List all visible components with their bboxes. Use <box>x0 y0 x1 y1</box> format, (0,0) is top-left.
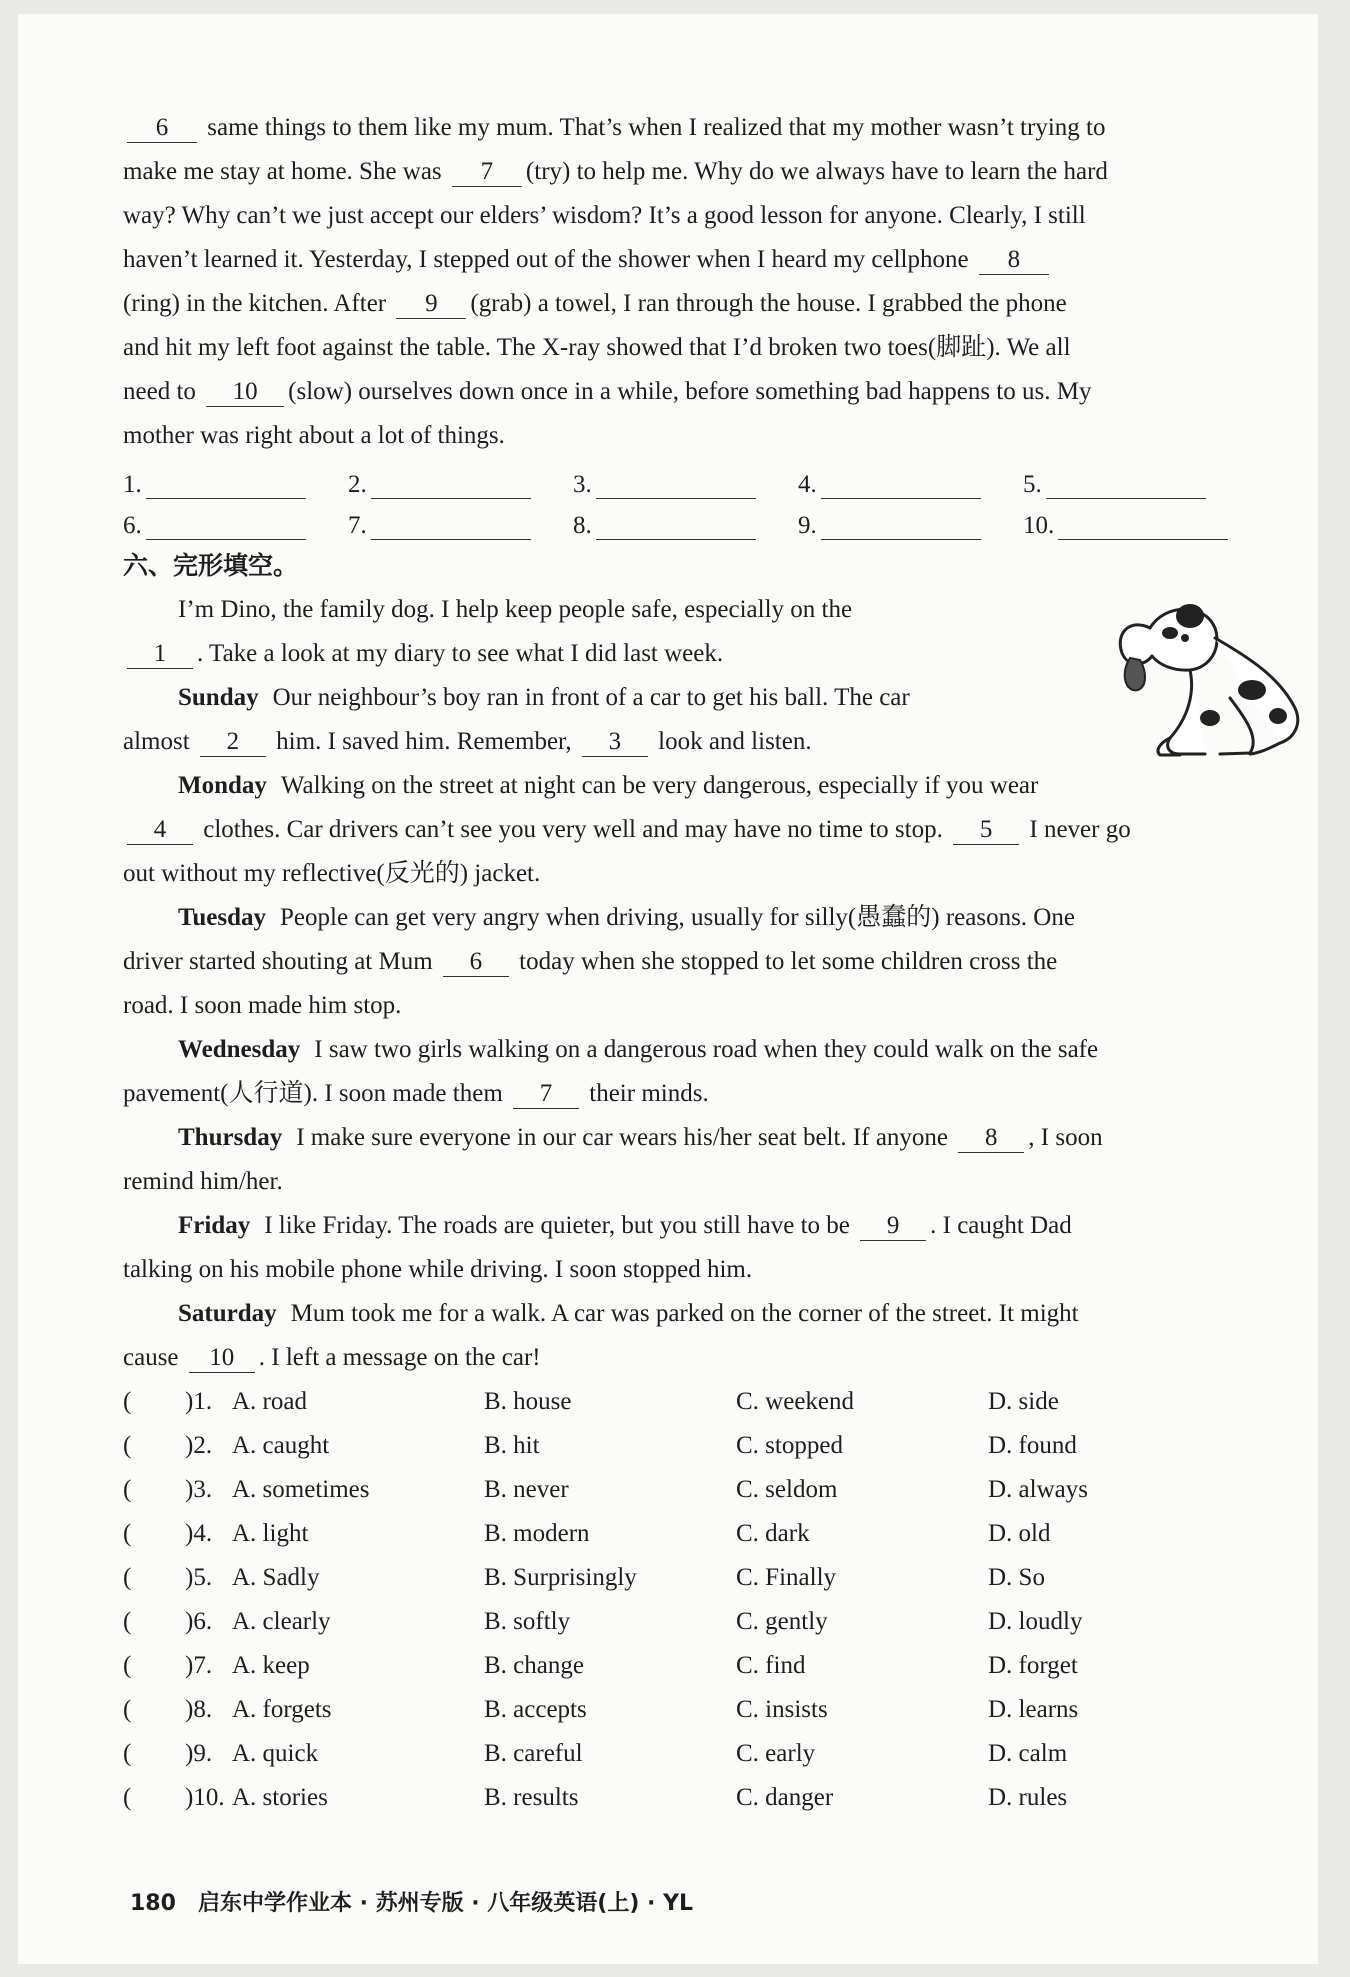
answer-paren[interactable]: ( <box>123 1564 132 1591</box>
question-number: )10. <box>185 1784 225 1811</box>
option-b[interactable]: B. change <box>484 1652 584 1679</box>
option-d[interactable]: D. side <box>988 1388 1059 1415</box>
answer-blank[interactable]: 7 <box>452 158 522 187</box>
option-c[interactable]: C. dark <box>736 1520 810 1547</box>
cloze-line: out without my reflective(反光的) jacket. <box>123 860 541 887</box>
option-d[interactable]: D. calm <box>988 1740 1068 1767</box>
option-d[interactable]: D. learns <box>988 1696 1079 1723</box>
cloze-blank[interactable]: 2 <box>200 728 266 757</box>
cloze-line: pavement(人行道). I soon made them 7 their minds. <box>123 1080 709 1107</box>
question-row <box>123 1556 1298 1600</box>
cloze-blank[interactable]: 1 <box>127 640 193 669</box>
cloze-blank[interactable]: 6 <box>443 948 509 977</box>
answer-blank[interactable]: 10 <box>206 378 284 407</box>
answer-row <box>123 458 1298 499</box>
question-number: )1. <box>185 1388 213 1415</box>
option-a[interactable]: A. clearly <box>232 1608 331 1635</box>
option-d[interactable]: D. forget <box>988 1652 1078 1679</box>
option-a[interactable]: A. Sadly <box>232 1564 320 1591</box>
page-content <box>123 106 1298 1820</box>
option-a[interactable]: A. stories <box>232 1784 328 1811</box>
day-label: Tuesday <box>178 904 267 931</box>
answer-item[interactable]: 5. <box>1023 471 1248 499</box>
day-label: Sunday <box>178 684 259 711</box>
cloze-line: Sunday Our neighbour’s boy ran in front of a car to get his ball. The car <box>178 684 910 711</box>
answer-paren[interactable]: ( <box>123 1476 132 1503</box>
passage-line: and hit my left foot against the table. The X-ray showed that I’d broken two toes(脚趾). We all <box>123 334 1071 361</box>
option-c[interactable]: C. insists <box>736 1696 828 1723</box>
cloze-line: road. I soon made him stop. <box>123 992 402 1019</box>
question-number: )8. <box>185 1696 213 1723</box>
answer-paren[interactable]: ( <box>123 1432 132 1459</box>
answer-paren[interactable]: ( <box>123 1740 132 1767</box>
answer-item[interactable]: 1. <box>123 471 348 499</box>
option-d[interactable]: D. loudly <box>988 1608 1083 1635</box>
answer-item[interactable]: 3. <box>573 471 798 499</box>
option-c[interactable]: C. danger <box>736 1784 834 1811</box>
option-a[interactable]: A. keep <box>232 1652 310 1679</box>
answer-paren[interactable]: ( <box>123 1696 132 1723</box>
option-c[interactable]: C. stopped <box>736 1432 843 1459</box>
answer-blank[interactable]: 6 <box>127 114 197 143</box>
answer-item[interactable]: 8. <box>573 512 798 540</box>
answer-item[interactable]: 9. <box>798 512 1023 540</box>
option-a[interactable]: A. caught <box>232 1432 330 1459</box>
section-title: 六、完形填空。 <box>123 551 299 580</box>
cloze-line: driver started shouting at Mum 6 today when she stopped to let some children cross the <box>123 948 1058 975</box>
cloze-line: Tuesday People can get very angry when driving, usually for silly(愚蠢的) reasons. One <box>178 904 1075 931</box>
option-a[interactable]: A. quick <box>232 1740 319 1767</box>
day-label: Saturday <box>178 1300 277 1327</box>
cloze-line: almost 2 him. I saved him. Remember, 3 look and listen. <box>123 728 812 755</box>
cloze-blank[interactable]: 9 <box>860 1212 926 1241</box>
answer-item[interactable]: 7. <box>348 512 573 540</box>
cloze-blank[interactable]: 10 <box>189 1344 255 1373</box>
option-d[interactable]: D. So <box>988 1564 1045 1591</box>
answer-item[interactable]: 6. <box>123 512 348 540</box>
option-c[interactable]: C. gently <box>736 1608 828 1635</box>
option-a[interactable]: A. road <box>232 1388 307 1415</box>
option-c[interactable]: C. early <box>736 1740 816 1767</box>
cloze-line: 4 clothes. Car drivers can’t see you very well and may have no time to stop. 5 I never go <box>123 808 1298 852</box>
option-c[interactable]: C. Finally <box>736 1564 837 1591</box>
option-b[interactable]: B. results <box>484 1784 579 1811</box>
answer-item[interactable]: 10. <box>1023 512 1248 540</box>
question-number: )9. <box>185 1740 213 1767</box>
passage-line: mother was right about a lot of things. <box>123 422 505 449</box>
answer-row <box>123 499 1298 540</box>
question-number: )4. <box>185 1520 213 1547</box>
cloze-line: I’m Dino, the family dog. I help keep people safe, especially on the <box>178 596 853 623</box>
passage-line: haven’t learned it. Yesterday, I stepped out of the shower when I heard my cellphone 8 <box>123 238 1298 282</box>
answer-paren[interactable]: ( <box>123 1652 132 1679</box>
cloze-line: 1 . Take a look at my diary to see what I did last week. <box>123 632 1073 676</box>
option-a[interactable]: A. light <box>232 1520 309 1547</box>
option-a[interactable]: A. sometimes <box>232 1476 370 1503</box>
question-row <box>123 1776 1298 1820</box>
question-number: )6. <box>185 1608 213 1635</box>
option-b[interactable]: B. careful <box>484 1740 583 1767</box>
cloze-line: Monday Walking on the street at night can be very dangerous, especially if you wear <box>178 772 1039 799</box>
option-b[interactable]: B. accepts <box>484 1696 587 1723</box>
question-row <box>123 1732 1298 1776</box>
question-row <box>123 1512 1298 1556</box>
option-d[interactable]: D. rules <box>988 1784 1068 1811</box>
cloze-blank[interactable]: 8 <box>958 1124 1024 1153</box>
option-d[interactable]: D. old <box>988 1520 1051 1547</box>
answer-paren[interactable]: ( <box>123 1520 132 1547</box>
cloze-blank[interactable]: 7 <box>513 1080 579 1109</box>
question-row <box>123 1600 1298 1644</box>
page-footer <box>130 1886 693 1917</box>
passage-line: 6 same things to them like my mum. That’s when I realized that my mother wasn’t trying to <box>123 106 1298 150</box>
question-number: )7. <box>185 1652 213 1679</box>
option-b[interactable]: B. hit <box>484 1432 540 1459</box>
cloze-blank[interactable]: 3 <box>582 728 648 757</box>
day-label: Wednesday <box>178 1036 301 1063</box>
cloze-line: Thursday I make sure everyone in our car wears his/her seat belt. If anyone 8 , I soon <box>178 1124 1103 1151</box>
day-label: Monday <box>178 772 267 799</box>
question-options <box>123 1380 1298 1820</box>
cloze-line: cause 10 . I left a message on the car! <box>123 1344 541 1371</box>
passage-line: (ring) in the kitchen. After 9 (grab) a towel, I ran through the house. I grabbed the phone <box>123 290 1067 317</box>
question-row <box>123 1644 1298 1688</box>
document-page <box>18 14 1318 1964</box>
option-a[interactable]: A. forgets <box>232 1696 332 1723</box>
passage-line: make me stay at home. She was 7 (try) to help me. Why do we always have to learn the hard <box>123 158 1108 185</box>
cloze-blank[interactable]: 4 <box>127 816 193 845</box>
answer-item[interactable]: 4. <box>798 471 1023 499</box>
option-b[interactable]: B. never <box>484 1476 569 1503</box>
passage-line: way? Why can’t we just accept our elders’ wisdom? It’s a good lesson for anyone. Clearly, I still <box>123 202 1086 229</box>
option-c[interactable]: C. find <box>736 1652 806 1679</box>
answer-paren[interactable]: ( <box>123 1784 132 1811</box>
cloze-blank[interactable]: 5 <box>953 816 1019 845</box>
cloze-line: Saturday Mum took me for a walk. A car was parked on the corner of the street. It might <box>178 1300 1079 1327</box>
cloze-passage <box>123 588 1298 764</box>
option-d[interactable]: D. always <box>988 1476 1088 1503</box>
question-row <box>123 1468 1298 1512</box>
option-b[interactable]: B. Surprisingly <box>484 1564 637 1591</box>
cloze-line: remind him/her. <box>123 1168 283 1195</box>
answer-item[interactable]: 2. <box>348 471 573 499</box>
answer-paren[interactable]: ( <box>123 1608 132 1635</box>
question-number: )5. <box>185 1564 213 1591</box>
option-c[interactable]: C. weekend <box>736 1388 855 1415</box>
answer-blank[interactable]: 9 <box>396 290 466 319</box>
question-number: )3. <box>185 1476 213 1503</box>
answer-paren[interactable]: ( <box>123 1388 132 1415</box>
page-number: 180 <box>130 1891 176 1916</box>
option-d[interactable]: D. found <box>988 1432 1077 1459</box>
question-row <box>123 1424 1298 1468</box>
book-title: 启东中学作业本 · 苏州专版 · 八年级英语(上) · YL <box>197 1891 694 1916</box>
question-row <box>123 1688 1298 1732</box>
option-b[interactable]: B. modern <box>484 1520 590 1547</box>
day-label: Thursday <box>178 1124 283 1151</box>
option-b[interactable]: B. softly <box>484 1608 571 1635</box>
passage-line: need to 10 (slow) ourselves down once in a while, before something bad happens to us. My <box>123 378 1092 405</box>
cloze-line: talking on his mobile phone while driving. I soon stopped him. <box>123 1256 753 1283</box>
question-row <box>123 1380 1298 1424</box>
option-c[interactable]: C. seldom <box>736 1476 838 1503</box>
option-b[interactable]: B. house <box>484 1388 572 1415</box>
day-label: Friday <box>178 1212 251 1239</box>
cloze-line: Wednesday I saw two girls walking on a dangerous road when they could walk on the safe <box>178 1036 1099 1063</box>
cloze-line: Friday I like Friday. The roads are quieter, but you still have to be 9 . I caught Dad <box>178 1212 1072 1239</box>
question-number: )2. <box>185 1432 213 1459</box>
answer-blank[interactable]: 8 <box>979 246 1049 275</box>
dog-illustration <box>1110 598 1310 768</box>
